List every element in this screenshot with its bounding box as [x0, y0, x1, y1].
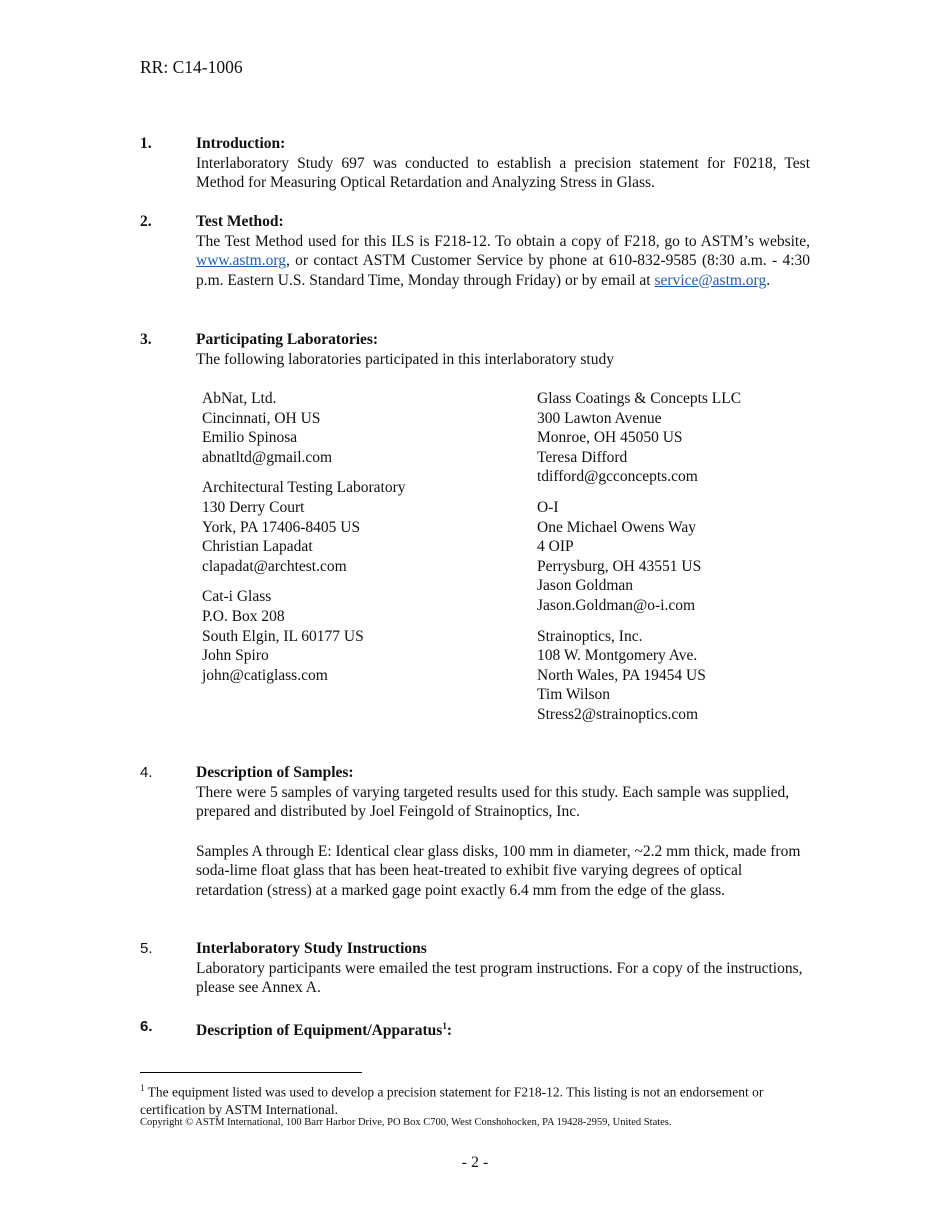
lab-line: Emilio Spinosa — [202, 429, 298, 447]
lab-entry — [537, 389, 857, 487]
lab-line: clapadat@archtest.com — [202, 557, 347, 575]
footnote-text: The equipment listed was used to develop a precision statement for F218-12. This listing is not an endorsement or certification by ASTM International. — [140, 1084, 764, 1117]
service-email-link[interactable]: service@astm.org — [654, 271, 767, 289]
section-title — [196, 1017, 810, 1041]
lab-line: Cat-i Glass — [202, 588, 272, 606]
lab-line: North Wales, PA 19454 US — [537, 666, 706, 684]
section-text: Laboratory participants were emailed the test program instructions. For a copy of the instructions, please see Annex A. — [196, 959, 803, 997]
text-part: , or contact ASTM Customer Service by phone at 610-832-9585 (8:30 a.m. - 4:30 p.m. Eastern U.S. Standard Time, Monday through Friday) or by email at — [196, 252, 810, 289]
lab-entry — [202, 587, 522, 685]
text-part: The Test Method used for this ILS is F218-12. To obtain a copy of F218, go to ASTM’s website, — [196, 232, 810, 250]
lab-entry — [537, 498, 857, 616]
section-test-method — [140, 212, 810, 290]
lab-line: John Spiro — [202, 647, 269, 665]
lab-line: 4 OIP — [537, 538, 574, 556]
section-text: Interlaboratory Study 697 was conducted to establish a precision statement for F0218, Test Method for Measuring Optical Retardation and Analyzing Stress in Glass. — [196, 154, 810, 192]
lab-line: Cincinnati, OH US — [202, 409, 321, 427]
lab-line: Tim Wilson — [537, 686, 611, 704]
lab-entry — [202, 478, 522, 576]
lab-line: York, PA 17406-8405 US — [202, 518, 361, 536]
lab-line: 108 W. Montgomery Ave. — [537, 647, 698, 665]
astm-website-link[interactable]: www.astm.org — [196, 252, 286, 270]
lab-line: tdifford@gcconcepts.com — [537, 468, 698, 486]
lab-line: P.O. Box 208 — [202, 607, 285, 625]
section-text: The following laboratories participated in this interlaboratory study — [196, 350, 614, 368]
lab-line: Jason Goldman — [537, 577, 634, 595]
lab-entry — [537, 627, 857, 725]
lab-line: South Elgin, IL 60177 US — [202, 627, 364, 645]
footnote-mark: 1 — [140, 1083, 145, 1093]
section-title: Introduction: — [196, 135, 286, 152]
text-part: . — [766, 271, 771, 289]
lab-line: Strainoptics, Inc. — [537, 627, 643, 645]
lab-line: abnatltd@gmail.com — [202, 448, 333, 466]
lab-line: 300 Lawton Avenue — [537, 409, 662, 427]
lab-line: O-I — [537, 498, 559, 516]
section-samples — [140, 763, 810, 901]
lab-line: Perrysburg, OH 43551 US — [537, 557, 702, 575]
lab-line: Stress2@strainoptics.com — [537, 705, 699, 723]
lab-line: Glass Coatings & Concepts LLC — [537, 390, 742, 407]
lab-line: Christian Lapadat — [202, 538, 313, 556]
section-participating-labs — [140, 330, 810, 369]
section-title: Test Method: — [196, 213, 284, 230]
footnote — [140, 1080, 820, 1118]
lab-line: One Michael Owens Way — [537, 518, 697, 536]
section-number: 2. — [140, 213, 152, 230]
lab-line: 130 Derry Court — [202, 498, 305, 516]
section-ils-instructions — [140, 939, 810, 998]
section-title: Description of Samples: — [196, 764, 354, 781]
section-number: 6. — [140, 1018, 153, 1035]
section-number: 4. — [140, 764, 153, 781]
lab-line: AbNat, Ltd. — [202, 390, 277, 407]
footnote-divider — [140, 1072, 362, 1073]
footnote-reference[interactable]: 1 — [442, 1021, 447, 1031]
section-number: 1. — [140, 135, 152, 152]
section-number: 3. — [140, 331, 152, 348]
title-colon: : — [446, 1022, 452, 1040]
section-title: Participating Laboratories: — [196, 331, 379, 348]
lab-line: john@catiglass.com — [202, 666, 328, 684]
lab-line: Monroe, OH 45050 US — [537, 429, 683, 447]
section-introduction — [140, 134, 810, 193]
labs-left-column — [202, 389, 522, 696]
section-title: Interlaboratory Study Instructions — [196, 940, 427, 957]
lab-line: Architectural Testing Laboratory — [202, 479, 406, 497]
section-text: Samples A through E: Identical clear glass disks, 100 mm in diameter, ~2.2 mm thick, made from soda-lime float glass that has been heat-treated to exhibit five varying degrees of optical retardation (stress) at a marked gage point exactly 6.4 mm from the edge of the glass. — [196, 842, 801, 899]
lab-entry — [202, 389, 522, 467]
lab-line: Teresa Difford — [537, 448, 628, 466]
section-text — [196, 232, 810, 291]
title-text: Description of Equipment/Apparatus — [196, 1022, 443, 1040]
section-number: 5. — [140, 940, 153, 957]
lab-line: Jason.Goldman@o-i.com — [537, 596, 696, 614]
labs-right-column — [537, 389, 857, 736]
section-equipment — [140, 1017, 810, 1041]
report-id-header: RR: C14-1006 — [140, 57, 243, 77]
section-text: There were 5 samples of varying targeted results used for this study. Each sample was supplied, prepared and distributed by Joel Feingold of Strainoptics, Inc. — [196, 783, 790, 821]
copyright-notice: Copyright © ASTM International, 100 Barr Harbor Drive, PO Box C700, West Conshohocken, PA 19428-2959, United States. — [140, 1117, 672, 1128]
page-number: - 2 - — [461, 1154, 489, 1171]
